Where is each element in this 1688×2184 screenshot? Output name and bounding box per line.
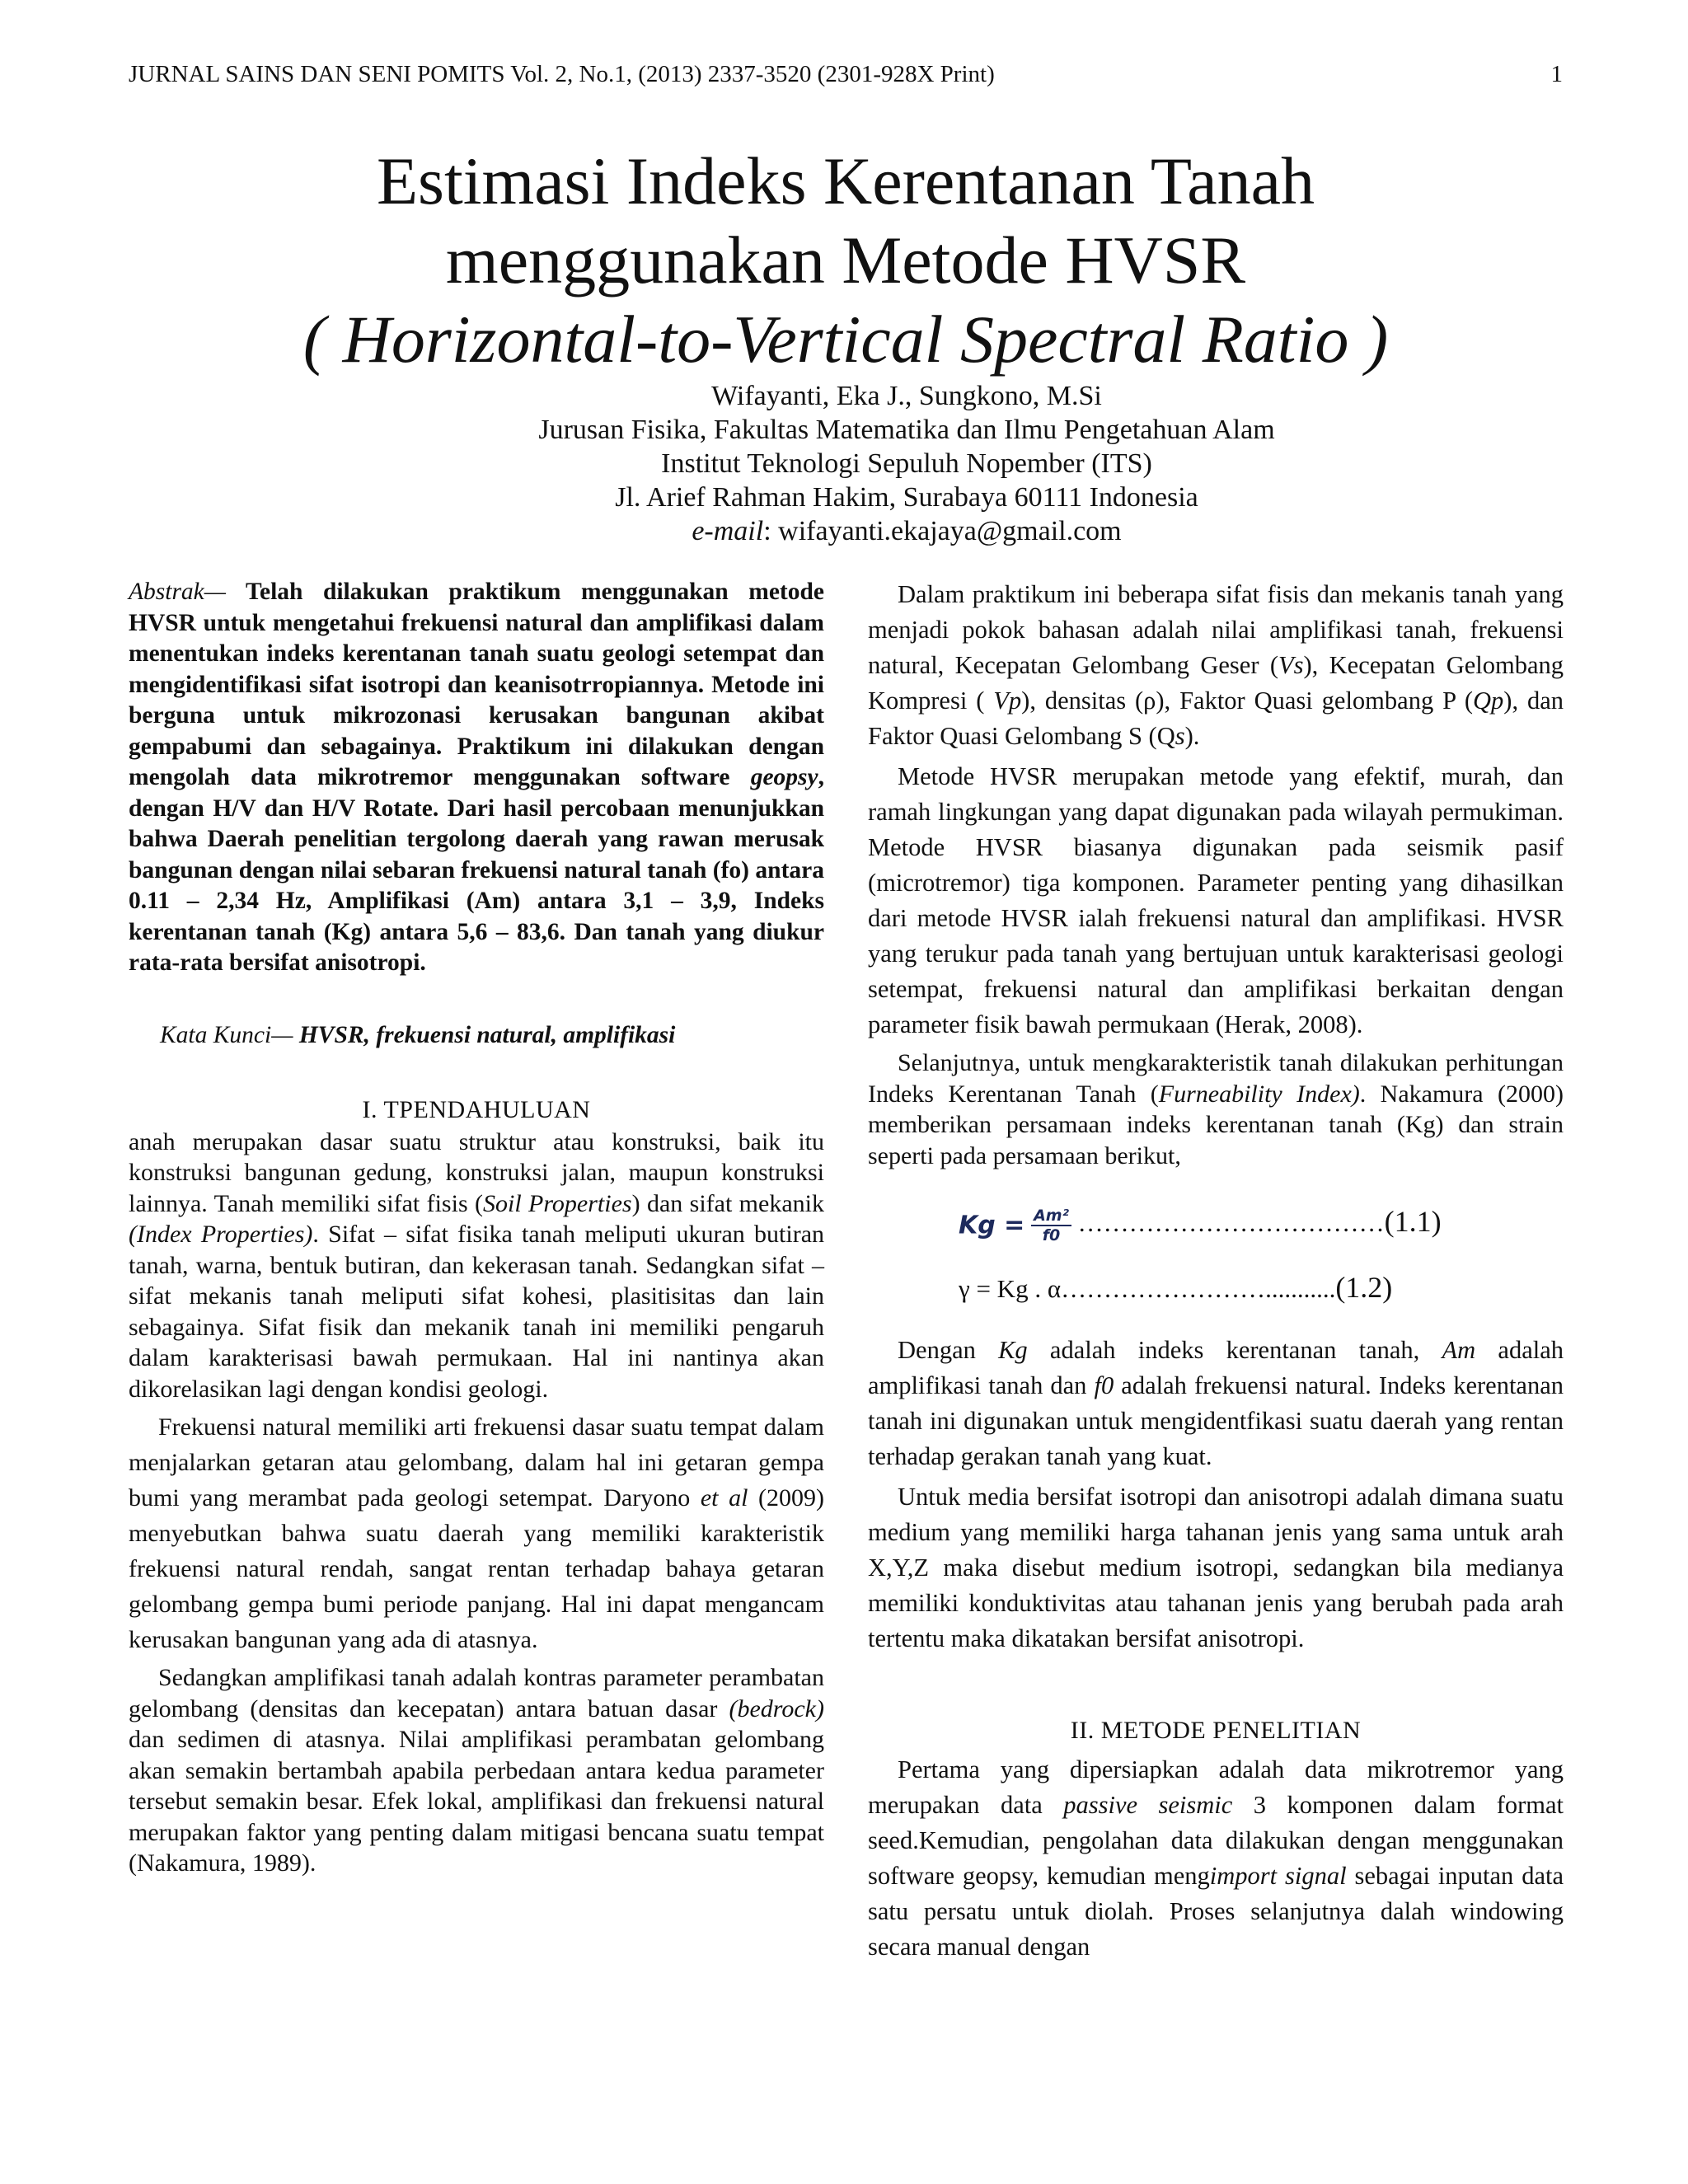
email-label: e-mail — [692, 516, 764, 546]
section-2-heading: II. METODE PENELITIAN — [1070, 1717, 1362, 1744]
journal-name: JURNAL SAINS DAN SENI POMITS Vol. 2, No.1, (2013) 2337-3520 (2301-928X Print) — [129, 61, 995, 87]
equation-2-dots: ……………………........... — [1061, 1274, 1336, 1303]
page-number: 1 — [1550, 61, 1563, 87]
equation-1-1 — [959, 1204, 1442, 1244]
author-address: Jl. Arief Rahman Hakim, Surabaya 60111 Indonesia — [615, 482, 1198, 513]
equation-1-2 — [959, 1270, 1392, 1305]
right-paragraph-3: Selanjutnya, untuk mengkarakteristik tanah dilakukan perhitungan Indeks Kerentanan Tanah (Furneability Index). Nakamura (2000) memberikan persamaan indeks kerentanan tanah (Kg) dan strain seperti pada persamaan berikut, — [868, 1049, 1564, 1169]
keywords: Kata Kunci— HVSR, frekuensi natural, amplifikasi — [160, 1021, 676, 1048]
title-line-3: ( Horizontal-to-Vertical Spectral Ratio ) — [302, 302, 1389, 377]
intro-paragraph-1: anah merupakan dasar suatu struktur atau konstruksi, baik itu konstruksi bangunan gedung, konstruksi jalan, maupun konstruksi lainnya. Tanah memiliki sifat fisis (Soil Properties) dan sifat mekanik (Index Properties). Sifat – sifat fisika tanah meliputi ukuran butiran tanah, warna, bentuk butiran, dan kekerasan tanah. Sedangkan sifat – sifat mekanis tanah meliputi sifat kohesi, plasitisitas dan lain sebagainya. Sifat fisik dan mekanik tanah ini memiliki pengaruh dalam karakterisasi bawah permukaan. Hal ini nantinya akan dikorelasikan lagi dengan kondisi geologi. — [129, 1127, 825, 1403]
right-paragraph-5: Untuk media bersifat isotropi dan anisotropi adalah dimana suatu medium yang memiliki harga tahanan jenis yang sama untuk arah X,Y,Z maka disebut medium isotropi, sedangkan bila medianya memiliki konduktivitas atau tahanan jenis yang berubah pada arah tertentu maka dikatakan bersifat anisotropi. — [868, 1483, 1564, 1652]
email-address[interactable]: : wifayanti.ekajaya@gmail.com — [763, 516, 1122, 546]
keywords-lead: Kata Kunci— — [160, 1021, 293, 1048]
running-head — [129, 61, 1563, 88]
left-column — [129, 577, 824, 1879]
equations — [868, 1204, 1564, 1328]
author-email — [462, 514, 1352, 548]
equation-1-dots: ……………………………… — [1077, 1208, 1385, 1237]
equation-2-number: (1.2) — [1335, 1271, 1393, 1304]
right-paragraph-1: Dalam praktikum ini beberapa sifat fisis dan mekanis tanah yang menjadi pokok bahasan adalah nilai amplifikasi tanah, frekuensi natural, Kecepatan Gelombang Geser (Vs), Kecepatan Gelombang Kompresi ( Vp), densitas (ρ), Faktor Quasi gelombang P (Qp), dan Faktor Quasi Gelombang S (Qs). — [868, 580, 1564, 750]
intro-paragraph-3: Sedangkan amplifikasi tanah adalah kontras parameter perambatan gelombang (densitas dan kecepatan) antara batuan dasar (bedrock) dan sedimen di atasnya. Nilai amplifikasi perambatan gelombang akan semakin bertambah apabila perbedaan antara kedua parameter tersebut semakin besar. Efek lokal, amplifikasi dan frekuensi natural merupakan faktor yang penting dalam mitigasi bencana suatu tempat (Nakamura, 1989). — [129, 1664, 824, 1877]
title-line-2: menggunakan Metode HVSR — [445, 223, 1246, 298]
right-paragraph-2: Metode HVSR merupakan metode yang efektif, murah, dan ramah lingkungan yang dapat digunakan pada wilayah permukiman. Metode HVSR biasanya digunakan pada seismik pasif (microtremor) tiga komponen. Parameter penting yang dihasilkan dari metode HVSR ialah frekuensi natural dan amplifikasi. HVSR yang terukur pada tanah yang bertujuan untuk karakterisasi geologi setempat, frekuensi natural dan amplifikasi berkaitan dengan parameter fisik bawah permukaan (Herak, 2008). — [868, 762, 1564, 1038]
intro-paragraph-2: Frekuensi natural memiliki arti frekuensi dasar suatu tempat dalam menjalarkan getaran atau gelombang, dalam hal ini getaran gempa bumi yang merambat pada geologi setempat. Daryono et al (2009) menyebutkan bahwa suatu daerah yang memiliki karakteristik frekuensi natural rendah, sangat rentan terhadap bahaya getaran gelombang gempa bumi periode panjang. Hal ini dapat mengancam kerusakan bangunan yang ada di atasnya. — [129, 1413, 824, 1653]
right-paragraph-4: Dengan Kg adalah indeks kerentanan tanah, Am adalah amplifikasi tanah dan f0 adalah frekuensi natural. Indeks kerentanan tanah ini digunakan untuk mengidentfikasi suatu daerah yang rentan terhadap gerakan tanah yang kuat. — [868, 1336, 1564, 1470]
fraction-denominator: f0 — [1042, 1226, 1061, 1244]
abstract-lead: Abstrak— — [129, 579, 226, 605]
paper-title — [129, 142, 1563, 379]
title-line-1: Estimasi Indeks Kerentanan Tanah — [376, 143, 1315, 218]
equation-1-fraction — [1031, 1207, 1071, 1244]
author-names: Wifayanti, Eka J., Sungkono, M.Si — [711, 381, 1102, 411]
equation-1-number: (1.1) — [1384, 1205, 1442, 1238]
equation-1-lhs: Kg = — [959, 1211, 1025, 1240]
abstract: Abstrak— Telah dilakukan praktikum menggunakan metode HVSR untuk mengetahui frekuensi natural dan amplifikasi dalam menentukan indeks kerentanan tanah suatu geologi setempat dan mengidentifikasi sifat isotropi dan keanisotrropiannya. Metode ini berguna untuk mikrozonasi kerusakan bangunan akibat gempabumi dan sebagainya. Praktikum ini dilakukan dengan mengolah data mikrotremor menggunakan software geopsy, dengan H/V dan H/V Rotate. Dari hasil percobaan menunjukkan bahwa Daerah penelitian tergolong daerah yang rawan merusak bangunan dengan nilai sebaran frekuensi natural tanah (fo) antara 0.11 – 2,34 Hz, Amplifikasi (Am) antara 3,1 – 3,9, Indeks kerentanan tanah (Kg) antara 5,6 – 83,6. Dan tanah yang diukur rata-rata bersifat anisotropi. — [129, 579, 824, 976]
section-1-heading: I. TPENDAHULUAN — [362, 1095, 591, 1123]
right-column — [868, 577, 1564, 1965]
author-block — [462, 379, 1352, 548]
author-institute: Institut Teknologi Sepuluh Nopember (ITS) — [661, 448, 1152, 479]
author-department: Jurusan Fisika, Fakultas Matematika dan Ilmu Pengetahuan Alam — [538, 415, 1275, 445]
fraction-numerator: Am² — [1031, 1207, 1071, 1226]
method-paragraph-1: Pertama yang dipersiapkan adalah data mikrotremor yang merupakan data passive seismic 3 komponen dalam format seed.Kemudian, pengolahan data dilakukan dengan menggunakan software geopsy, kemudian mengimport signal sebagai inputan data satu persatu untuk diolah. Proses selanjutnya dalah windowing secara manual dengan — [868, 1755, 1564, 1961]
equation-2-lhs: γ = Kg . α — [959, 1274, 1062, 1303]
